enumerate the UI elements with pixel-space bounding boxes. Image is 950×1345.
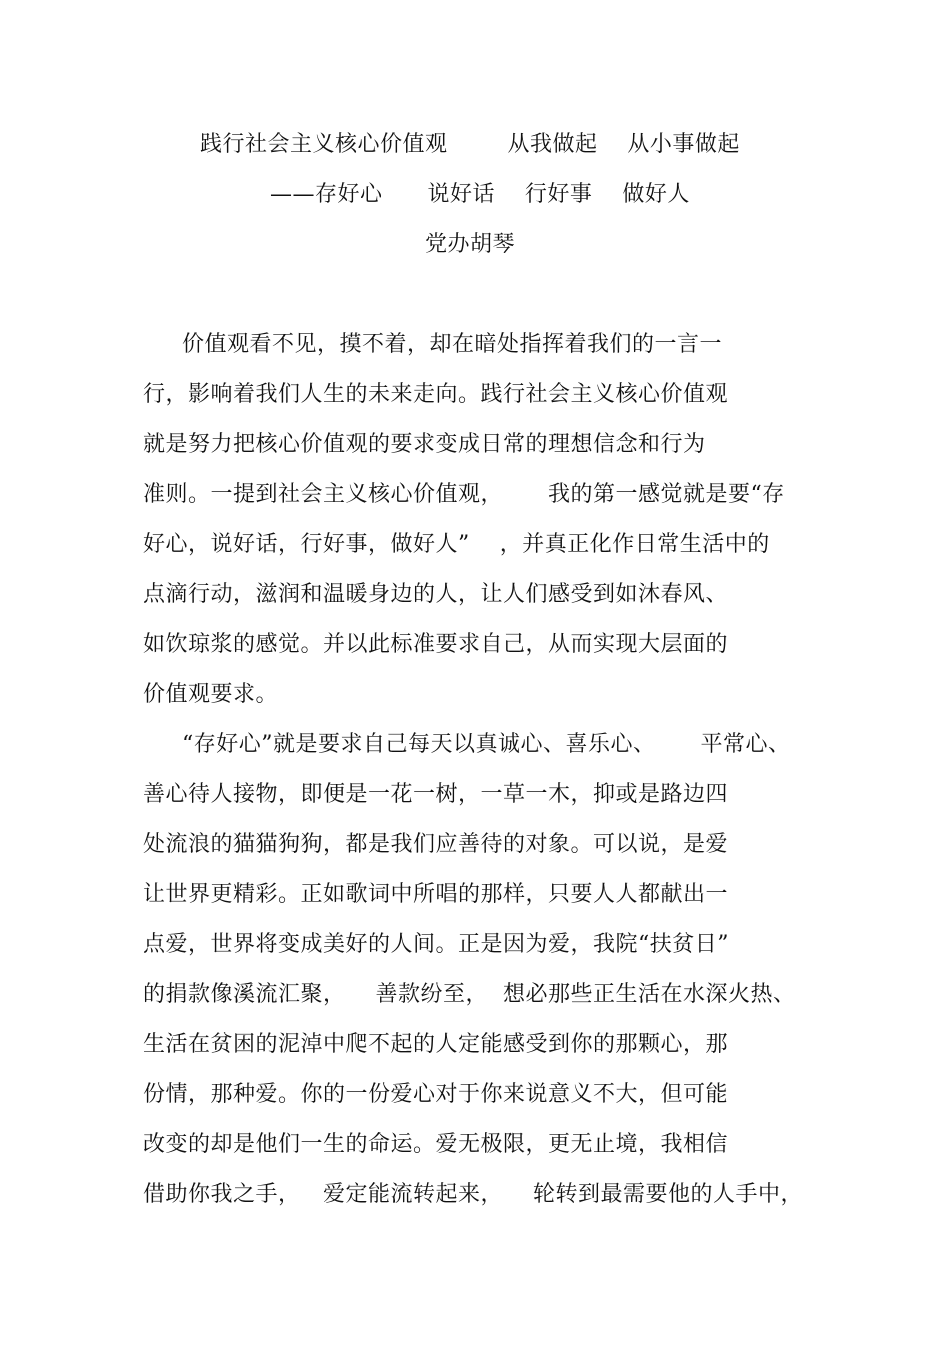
paragraph-line: 借助你我之手， 爱定能流转起来， 轮转到最需要他的人手中， (143, 1182, 803, 1207)
document-author: 党办胡琴 (425, 232, 516, 257)
paragraph-line: 的捐款像溪流汇聚， 善款纷至， 想必那些正生活在水深火热、 (143, 982, 796, 1007)
paragraph-line: 行，影响着我们人生的未来走向。践行社会主义核心价值观 (143, 382, 729, 407)
paragraph-line: 处流浪的猫猫狗狗，都是我们应善待的对象。可以说，是爱 (143, 832, 729, 857)
paragraph-line: 改变的却是他们一生的命运。爱无极限，更无止境，我相信 (143, 1132, 729, 1157)
paragraph-line: “存好心”就是要求自己每天以真诚心、喜乐心、 平常心、 (182, 732, 791, 757)
paragraph-line: 好心，说好话，行好事，做好人” ，并真正化作日常生活中的 (143, 532, 770, 557)
paragraph-line: 准则。一提到社会主义核心价值观， 我的第一感觉就是要“存 (143, 482, 785, 507)
paragraph-line: 就是努力把核心价值观的要求变成日常的理想信念和行为 (143, 432, 706, 457)
paragraph-line: 点滴行动，滋润和温暖身边的人，让人们感受到如沐春风、 (143, 582, 729, 607)
document-subtitle: ——存好心 说好话 行好事 做好人 (270, 182, 690, 207)
paragraph-line: 价值观看不见，摸不着，却在暗处指挥着我们的一言一 (182, 332, 723, 357)
paragraph-line: 份情，那种爱。你的一份爱心对于你来说意义不大，但可能 (143, 1082, 729, 1107)
paragraph-line: 价值观要求。 (143, 682, 279, 707)
paragraph-line: 生活在贫困的泥淖中爬不起的人定能感受到你的那颗心，那 (143, 1032, 729, 1057)
paragraph-line: 点爱，世界将变成美好的人间。正是因为爱，我院“扶贫日” (143, 932, 729, 957)
paragraph-line: 善心待人接物，即便是一花一树，一草一木，抑或是路边四 (143, 782, 729, 807)
document-title: 践行社会主义核心价值观 从我做起 从小事做起 (200, 132, 740, 157)
paragraph-line: 让世界更精彩。正如歌词中所唱的那样，只要人人都献出一 (143, 882, 729, 907)
paragraph-line: 如饮琼浆的感觉。并以此标准要求自己，从而实现大层面的 (143, 632, 729, 657)
